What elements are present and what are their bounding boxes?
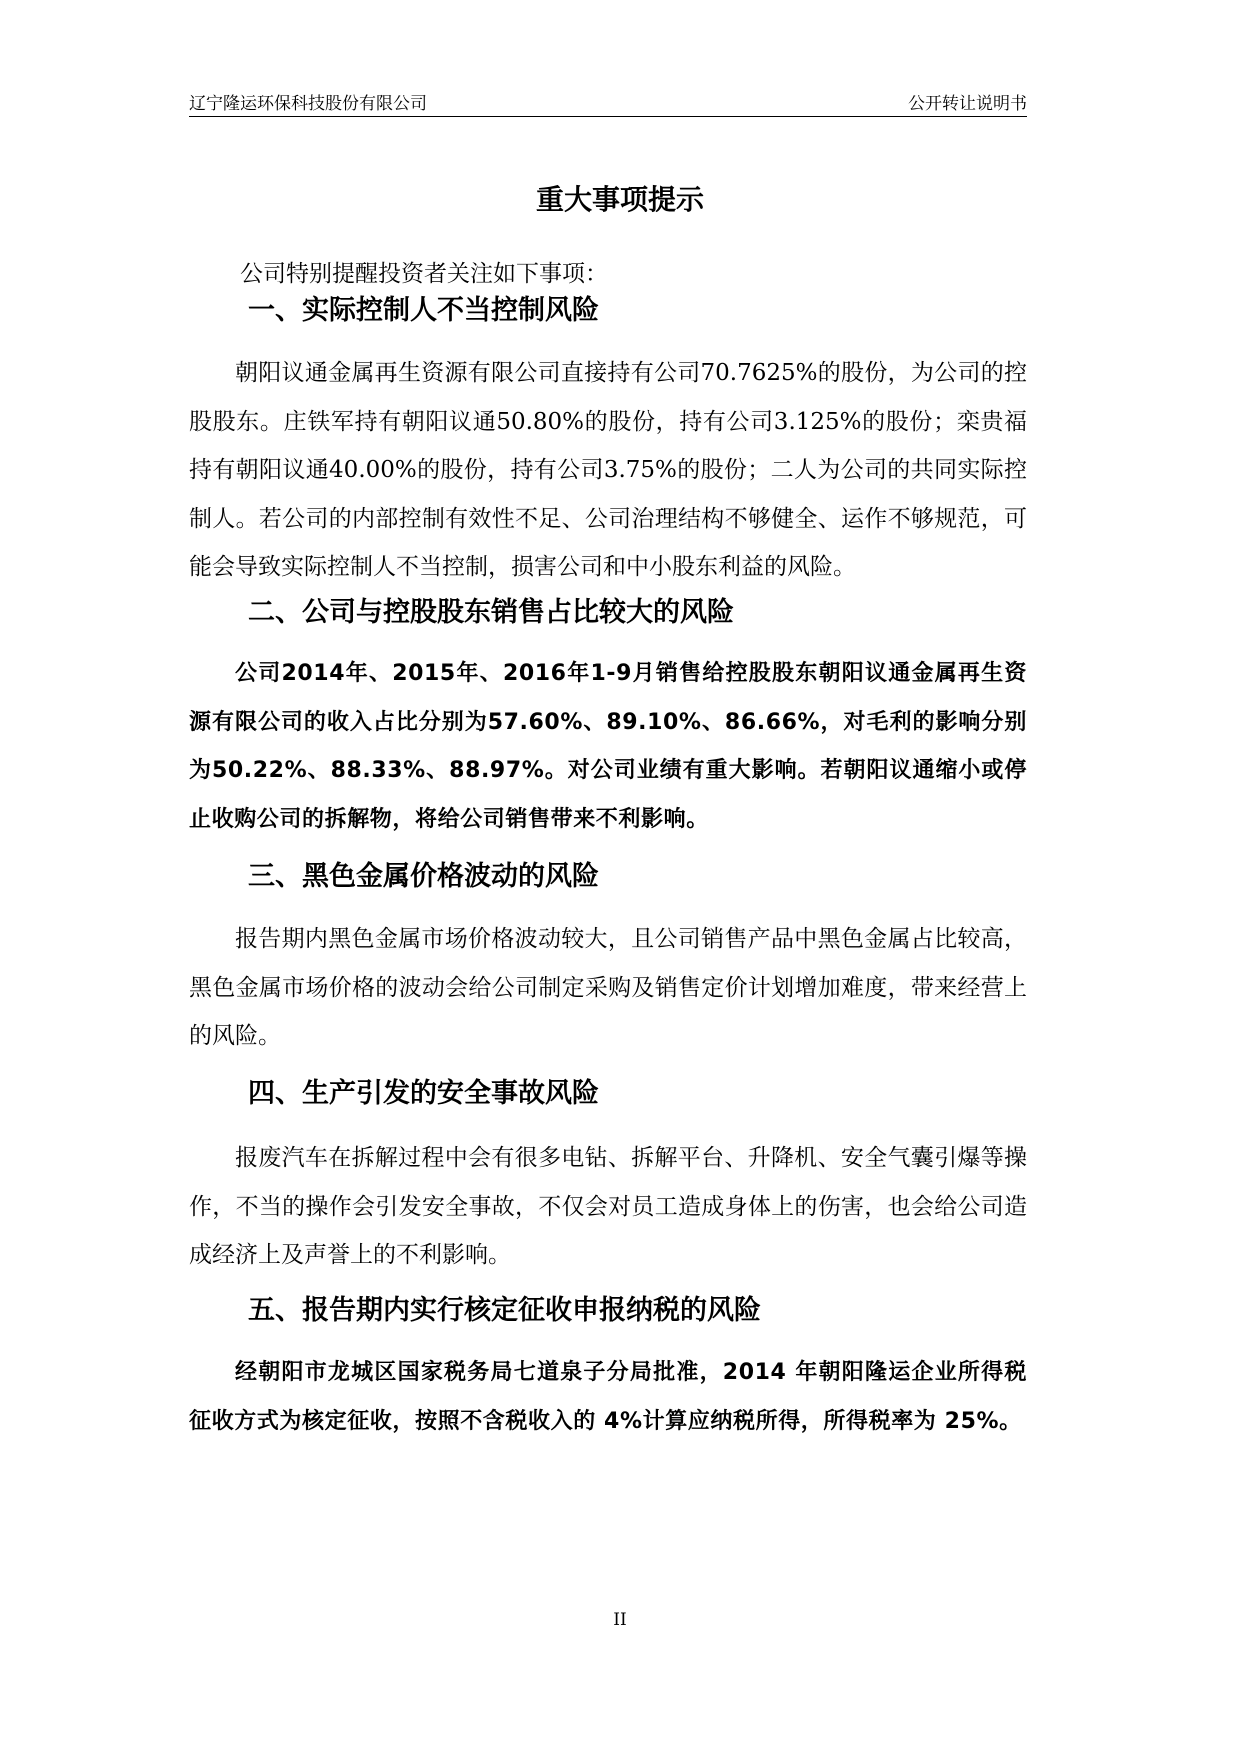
- section-2-heading: 二、公司与控股股东销售占比较大的风险: [248, 597, 734, 628]
- section-4-heading: 四、生产引发的安全事故风险: [248, 1078, 599, 1109]
- intro-text: 公司特别提醒投资者关注如下事项：: [240, 261, 608, 287]
- header-document-type: 公开转让说明书: [908, 94, 1027, 114]
- section-3-body: 报告期内黑色金属市场价格波动较大，且公司销售产品中黑色金属占比较高，黑色金属市场价格的波动会给公司制定采购及销售定价计划增加难度，带来经营上的风险。: [189, 926, 1027, 1049]
- section-5-heading: 五、报告期内实行核定征收申报纳税的风险: [248, 1295, 761, 1326]
- section-5-body: 经朝阳市龙城区国家税务局七道泉子分局批准，2014 年朝阳隆运企业所得税征收方式为核定征收，按照不含税收入的 4%计算应纳税所得，所得税率为 25%。: [189, 1360, 1027, 1434]
- section-1-heading: 一、实际控制人不当控制风险: [248, 295, 599, 326]
- section-4-body: 报废汽车在拆解过程中会有很多电钻、拆解平台、升降机、安全气囊引爆等操作，不当的操作会引发安全事故，不仅会对员工造成身体上的伤害，也会给公司造成经济上及声誉上的不利影响。: [189, 1145, 1027, 1268]
- section-1-body: 朝阳议通金属再生资源有限公司直接持有公司70.7625%的股份，为公司的控股股东。庄铁军持有朝阳议通50.80%的股份，持有公司3.125%的股份；栾贵福持有朝阳议通40.00%的股份，持有公司3.75%的股份；二人为公司的共同实际控制人。若公司的内部控制有效性不足、公司治理结构不够健全、运作不够规范，可能会导致实际控制人不当控制，损害公司和中小股东利益的风险。: [189, 360, 1027, 580]
- section-2-body: 公司2014年、2015年、2016年1-9月销售给控股股东朝阳议通金属再生资源有限公司的收入占比分别为57.60%、89.10%、86.66%，对毛利的影响分别为50.22%、88.33%、88.97%。对公司业绩有重大影响。若朝阳议通缩小或停止收购公司的拆解物，将给公司销售带来不利影响。: [189, 661, 1027, 832]
- section-3-heading: 三、黑色金属价格波动的风险: [248, 861, 599, 892]
- page-number: II: [613, 1610, 627, 1630]
- page-title: 重大事项提示: [535, 183, 704, 216]
- header-company-name: 辽宁隆运环保科技股份有限公司: [189, 94, 427, 114]
- page-header: [189, 86, 1027, 117]
